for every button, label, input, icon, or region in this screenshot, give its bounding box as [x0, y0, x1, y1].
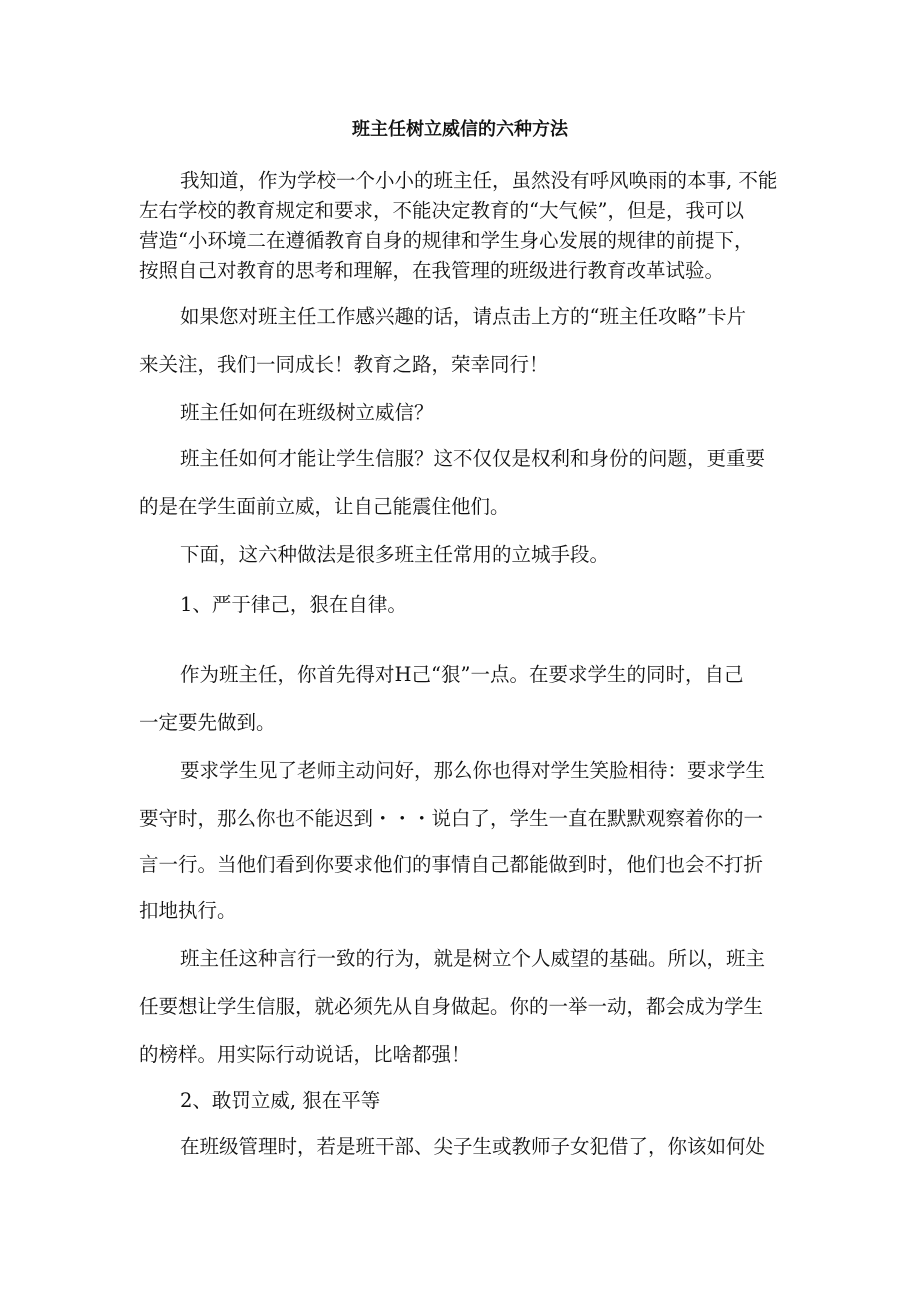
- paragraph-line: 要求学生见了老师主动问好，那么你也得对学生笑脸相待：要求学生: [180, 759, 766, 782]
- paragraph-line: 的榜样。用实际行动说话，比啥都强！: [139, 1043, 471, 1066]
- paragraph-line: 下面，这六种做法是很多班主任常用的立城手段。: [180, 543, 610, 566]
- section-heading: 班主任如何在班级树立威信？: [180, 401, 434, 424]
- paragraph-line: 要守时，那么你也不能迟到・・・说白了，学生一直在默默观察着你的一: [139, 807, 764, 830]
- paragraph-line: 营造“小环境二在遵循教育自身的规律和学生身心发展的规律的前提下，: [139, 229, 754, 252]
- document-title: 班主任树立威信的六种方法: [352, 119, 568, 140]
- paragraph-line: 的是在学生面前立威，让自己能震住他们。: [139, 495, 510, 518]
- paragraph-line: 扣地执行。: [139, 899, 237, 922]
- paragraph-line: 言一行。当他们看到你要求他们的事情自己都能做到时，他们也会不打折: [139, 853, 764, 876]
- paragraph-line: 如果您对班主任工作感兴趣的话，请点击上方的“班主任攻略”卡片: [180, 305, 746, 328]
- paragraph-line: 班主任如何才能让学生信服？这不仅仅是权利和身份的问题，更重要: [180, 447, 766, 470]
- paragraph-line: 在班级管理时，若是班干部、尖子生或教师子女犯借了，你该如何处: [180, 1135, 766, 1158]
- paragraph-line: 我知道，作为学校一个小小的班主任，虽然没有呼风唤雨的本事, 不能: [180, 169, 778, 192]
- paragraph-line: 按照自己对教育的思考和理解，在我管理的班级进行教育改革试验。: [139, 259, 725, 282]
- paragraph-line: 班主任这种言行一致的行为，就是树立个人威望的基础。所以，班主: [180, 947, 766, 970]
- paragraph-line: 一定要先做到。: [139, 711, 276, 734]
- paragraph-line: 左右学校的教育规定和要求，不能决定教育的“大气候”，但是，我可以: [139, 199, 744, 222]
- section-heading: 1、严于律己，狠在自律。: [180, 593, 407, 616]
- section-heading: 2、敢罚立威, 狠在平等: [180, 1089, 381, 1112]
- paragraph-line: 作为班主任，你首先得对H己“狠”一点。在要求学生的同时，自己: [180, 663, 744, 686]
- paragraph-line: 任要想让学生信服，就必须先从自身做起。你的一举一动，都会成为学生: [139, 995, 764, 1018]
- paragraph-line: 来关注，我们一同成长！教育之路，荣幸同行！: [139, 353, 549, 376]
